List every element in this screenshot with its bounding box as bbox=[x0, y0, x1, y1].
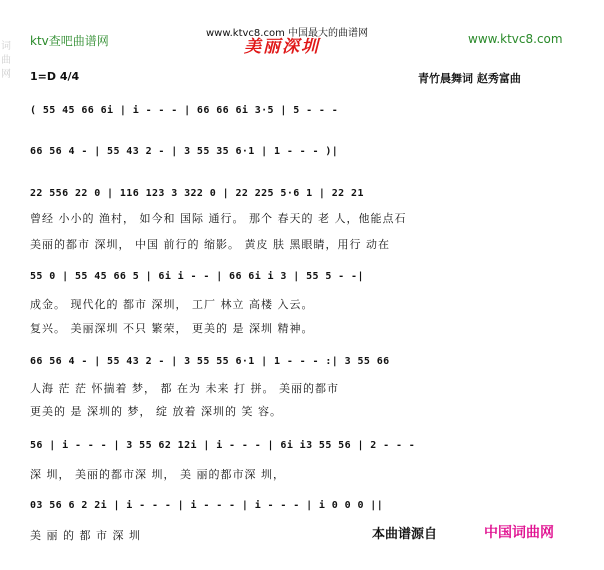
lyric-row: 复兴。 美丽深圳 不只 繁荣， 更美的 是 深圳 精神。 bbox=[30, 322, 314, 335]
song-title: 美丽深圳 bbox=[244, 37, 320, 57]
lyric-row: 美丽的都市 深圳， 中国 前行的 缩影。 黄皮 肤 黑眼睛，用行 动在 bbox=[30, 238, 390, 251]
site-link-right[interactable]: www.ktvc8.com bbox=[468, 32, 563, 46]
lyric-row: 更美的 是 深圳的 梦， 绽 放着 深圳的 笑 容。 bbox=[30, 405, 282, 418]
lyric-row: 曾经 小小的 渔村， 如今和 国际 通行。 那个 春天的 老 人，他能点石 bbox=[30, 212, 407, 225]
notation-row: 03 56 6 2 2i | i - - - | i - - - | i - - - | i 0 0 0 || bbox=[30, 500, 384, 511]
footer-brand-link[interactable]: 中国词曲网 bbox=[484, 525, 554, 541]
notation-row: 22 556 22 0 | 116 123 3 322 0 | 22 225 5·6 1 | 22 21 bbox=[30, 188, 364, 199]
lyric-row: 成金。 现代化的 都市 深圳， 工厂 林立 高楼 入云。 bbox=[30, 298, 314, 311]
right-watermark-strip bbox=[590, 0, 604, 570]
lyric-row: 人海 茫 茫 怀揣着 梦， 都 在为 未来 打 拼。 美丽的都市 bbox=[30, 382, 339, 395]
notation-row: 56 | i - - - | 3 55 62 12i | i - - - | 6i i3 55 56 | 2 - - - bbox=[30, 440, 416, 451]
left-watermark-strip bbox=[0, 0, 14, 570]
lyric-row: 深 圳， 美丽的都市深 圳， 美 丽的都市深 圳， bbox=[30, 468, 285, 481]
lyric-row: 美 丽 的 都 市 深 圳 bbox=[30, 529, 141, 542]
notation-row: 66 56 4 - | 55 43 2 - | 3 55 55 6·1 | 1 - - - :| 3 55 66 bbox=[30, 356, 390, 367]
key-signature: 1=D 4/4 bbox=[30, 70, 80, 83]
site-banner-center: www.ktvc8.com 中国最大的曲谱网 bbox=[206, 28, 369, 39]
footer-source-label: 本曲谱源自 bbox=[372, 527, 438, 542]
site-link-left[interactable]: ktv查吧曲谱网 bbox=[30, 34, 109, 48]
side-watermark-text: 词 曲 网 bbox=[1, 41, 11, 80]
notation-row: 66 56 4 - | 55 43 2 - | 3 55 35 6·1 | 1 - - - )| bbox=[30, 146, 339, 157]
notation-row: ( 55 45 66 6i | i - - - | 66 66 6i 3·5 | 5 - - - bbox=[30, 105, 339, 116]
notation-row: 55 0 | 55 45 66 5 | 6i i - - | 66 6i i 3 | 55 5 - -| bbox=[30, 271, 364, 282]
song-credits: 青竹晨舞词 赵秀富曲 bbox=[418, 72, 521, 85]
